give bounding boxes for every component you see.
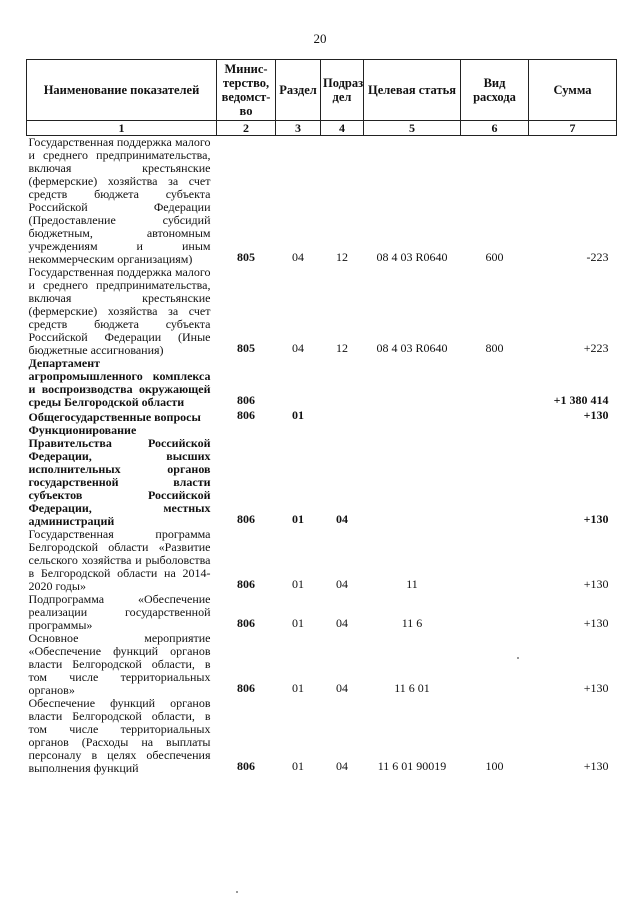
table-row: [27, 632, 617, 697]
row-name: Функционирование Правительства Российской Федерации, высших исполнительных органов государственной власти субъектов Российской Федерации, местных администраций: [28, 423, 211, 528]
row-ministry: 806: [237, 393, 255, 407]
header-subsection: Подраз дел: [321, 60, 364, 121]
scan-speck: [236, 891, 238, 893]
row-target-article: 11 6 01: [394, 681, 430, 695]
row-ministry: 806: [237, 408, 255, 422]
row-expense-type: 100: [485, 759, 504, 773]
table-row: [27, 136, 617, 267]
row-amount: +223: [583, 341, 609, 355]
row-subsection: 12: [336, 341, 348, 355]
row-expense-type: [461, 409, 529, 424]
column-number-row: [27, 121, 617, 136]
column-number: 7: [529, 121, 617, 136]
table-row: [27, 697, 617, 775]
column-number: 3: [276, 121, 321, 136]
row-section: 01: [292, 681, 304, 695]
row-ministry: 806: [237, 759, 255, 773]
row-target-article: 11: [406, 577, 418, 591]
row-amount: +1 380 414: [553, 393, 609, 407]
header-name: Наименование показателей: [27, 60, 217, 121]
row-ministry: 806: [237, 577, 255, 591]
row-target-article: [364, 424, 461, 528]
row-amount: +130: [583, 681, 609, 695]
table-row: [27, 593, 617, 632]
row-name: Общегосударственные вопросы: [28, 410, 201, 424]
row-section: 01: [292, 616, 304, 630]
row-name: Обеспечение функций органов власти Белгородской области, в том числе территориальных органов (Расходы на выплаты персоналу в целях обеспечения выполнения функций: [28, 696, 211, 775]
row-name: Государственная программа Белгородской области «Развитие сельского хозяйства и рыболовства в Белгородской области на 2014-2020 годы»: [28, 527, 211, 593]
row-subsection: 04: [336, 577, 348, 591]
table-row: [27, 424, 617, 528]
row-amount: +130: [583, 408, 609, 422]
row-ministry: 805: [237, 341, 255, 355]
table-header-row: [27, 60, 617, 121]
row-ministry: 806: [237, 681, 255, 695]
row-name: Департамент агропромышленного комплекса и воспроизводства окружающей среды Белгородской области: [28, 356, 211, 409]
column-number: 1: [27, 121, 217, 136]
row-ministry: 806: [237, 512, 255, 526]
row-expense-type: [461, 593, 529, 632]
row-subsection: 12: [336, 250, 348, 264]
table-row: [27, 266, 617, 357]
row-expense-type: [461, 357, 529, 409]
row-section: 01: [292, 512, 304, 526]
row-amount: +130: [583, 512, 609, 526]
row-ministry: 806: [237, 616, 255, 630]
row-target-article: 08 4 03 R0640: [376, 250, 448, 264]
row-expense-type: [461, 424, 529, 528]
table-row: [27, 357, 617, 409]
row-subsection: 04: [336, 759, 348, 773]
row-target-article: 11 6: [401, 616, 423, 630]
row-subsection: 04: [336, 512, 348, 526]
row-section: 01: [292, 759, 304, 773]
column-number: 6: [461, 121, 529, 136]
row-name: Основное мероприятие «Обеспечение функций органов власти Белгородской области, в том числе территориальных органов»: [28, 631, 211, 697]
table-row: [27, 528, 617, 593]
row-section: [276, 357, 321, 409]
header-amount: Сумма: [529, 60, 617, 121]
column-number: 4: [321, 121, 364, 136]
row-expense-type: 600: [485, 250, 504, 264]
row-amount: +130: [583, 616, 609, 630]
row-ministry: 805: [237, 250, 255, 264]
row-expense-type: [461, 632, 529, 697]
row-expense-type: 800: [485, 341, 504, 355]
row-name: Государственная поддержка малого и среднего предпринимательства, включая крестьянские (фермерские) хозяйства за счет средств бюджета субъекта Российской Федерации (Предоставление субсидий бюджетным, автономным учреждениям и иным некоммерческим организациям): [28, 135, 211, 266]
page-number: 20: [313, 31, 327, 46]
table-row: [27, 409, 617, 424]
row-section: 01: [292, 577, 304, 591]
row-amount: -223: [586, 250, 609, 264]
row-subsection: [321, 357, 364, 409]
scan-speck: [517, 657, 519, 659]
budget-table: [26, 59, 617, 775]
row-section: 04: [292, 250, 304, 264]
row-amount: +130: [583, 759, 609, 773]
row-target-article: 08 4 03 R0640: [376, 341, 448, 355]
row-expense-type: [461, 528, 529, 593]
row-name: Подпрограмма «Обеспечение реализации государственной программы»: [28, 592, 211, 632]
row-target-article: [364, 357, 461, 409]
header-target-article: Целевая статья: [364, 60, 461, 121]
row-target-article: 11 6 01 90019: [377, 759, 447, 773]
column-number: 5: [364, 121, 461, 136]
row-name: Государственная поддержка малого и среднего предпринимательства, включая крестьянские (фермерские) хозяйства за счет средств бюджета субъекта Российской Федерации (Иные бюджетные ассигнования): [28, 265, 211, 357]
header-ministry: Минис-терство, ведомст-во: [217, 60, 276, 121]
header-expense-type: Вид расхода: [461, 60, 529, 121]
header-section: Раздел: [276, 60, 321, 121]
row-section: 04: [292, 341, 304, 355]
row-subsection: 04: [336, 616, 348, 630]
row-target-article: [364, 409, 461, 424]
column-number: 2: [217, 121, 276, 136]
row-subsection: [321, 409, 364, 424]
row-amount: +130: [583, 577, 609, 591]
row-section: 01: [292, 408, 304, 422]
row-subsection: 04: [336, 681, 348, 695]
